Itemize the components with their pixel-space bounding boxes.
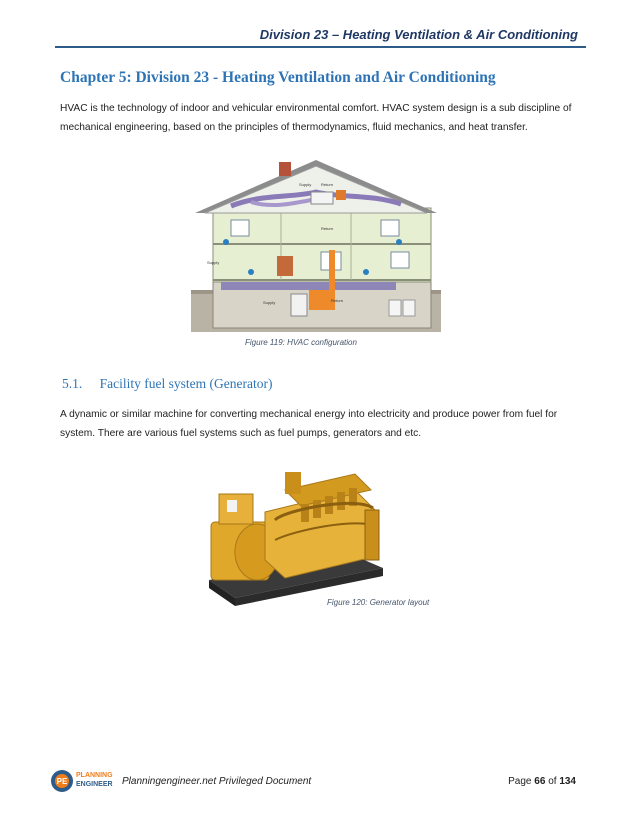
section-title: Facility fuel system (Generator) — [99, 376, 273, 391]
page-prefix: Page — [508, 776, 532, 787]
svg-text:PE: PE — [56, 777, 68, 786]
duct-label-return-bottom: Return — [331, 298, 344, 303]
logo-text-planning: PLANNING — [76, 772, 113, 779]
section-number: 5.1. — [62, 376, 83, 391]
page-current: 66 — [534, 776, 546, 787]
section-heading — [62, 376, 272, 392]
duct-label-supply-left: Supply — [207, 260, 220, 265]
duct-label-supply-top: Supply — [299, 182, 312, 187]
page-number — [508, 776, 576, 787]
duct-label-return-mid: Return — [321, 226, 334, 231]
page-total: 134 — [559, 776, 576, 787]
duct-label-supply-bottom: Supply — [263, 300, 276, 305]
hvac-house-illustration — [191, 158, 441, 332]
page-of: of — [548, 776, 557, 787]
duct-label-return-top: Return — [321, 182, 334, 187]
intro-paragraph: HVAC is the technology of indoor and vehicular environmental comfort. HVAC system design is a sub discipline of mechanical engineering, based on the principles of thermodynamics, fluid mechanics, and heat transfer. — [60, 103, 572, 133]
figure-120-caption: Figure 120: Generator layout — [327, 598, 430, 607]
running-header: Division 23 – Heating Ventilation & Air Conditioning — [259, 27, 578, 42]
logo-text-engineer: ENGINEER — [76, 781, 113, 788]
planning-engineer-logo — [50, 768, 116, 799]
figure-119-caption: Figure 119: HVAC configuration — [245, 338, 357, 347]
chapter-heading: Chapter 5: Division 23 - Heating Ventilation and Air Conditioning — [60, 69, 496, 86]
header-rule — [55, 46, 586, 48]
section-paragraph: A dynamic or similar machine for converting mechanical energy into electricity and produce power from fuel for system. There are various fuel systems such as fuel pumps, generators and etc. — [60, 409, 558, 439]
footer-document-label: Planningengineer.net Privileged Document — [122, 776, 312, 787]
generator-photo — [205, 460, 387, 612]
